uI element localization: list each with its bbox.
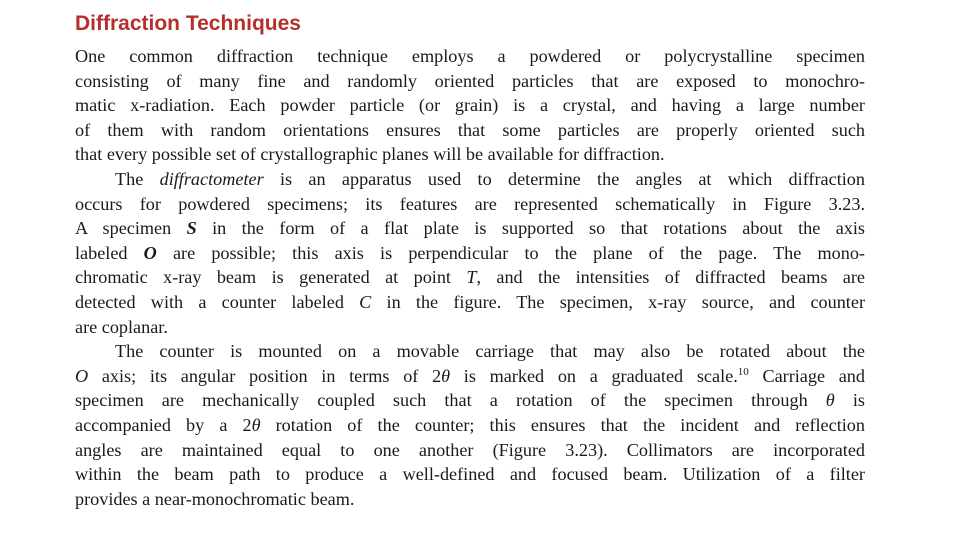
paragraph-1 (75, 44, 865, 167)
text-line (75, 265, 865, 290)
text-run: accompanied by a 2 (75, 414, 252, 435)
symbol-s: S (186, 218, 197, 239)
paragraph-3 (75, 339, 865, 511)
text-line: occurs for powdered specimens; its features are represented schematically in Figure 3.23. (75, 193, 865, 214)
text-run: A specimen (75, 218, 187, 239)
text-line: angles are maintained equal to one another (Figure 3.23). Collimators are incorporated (75, 439, 865, 460)
text-run: The (115, 168, 160, 189)
footnote-marker: 10 (737, 365, 749, 378)
symbol-o: O (75, 365, 89, 386)
text-run: Carriage and (748, 365, 865, 386)
text-run: axis; its angular position in terms of 2 (88, 365, 442, 386)
text-run: in the figure. The specimen, x-ray source, and counter (371, 291, 865, 312)
text-line: within the beam path to produce a well-defined and focused beam. Utilization of a filter (75, 464, 865, 485)
symbol-theta: θ (825, 390, 835, 411)
text-line: provides a near-monochromatic beam. (75, 488, 355, 509)
text-run: , and the intensities of diffracted beams are (476, 267, 865, 288)
text-run: detected with a counter labeled (75, 291, 360, 312)
text-run: in the form of a flat plate is supported so that rotations about the axis (196, 218, 865, 239)
text-line (75, 290, 865, 315)
text-line: that every possible set of crystallographic planes will be available for diffraction. (75, 144, 665, 165)
text-run: is marked on a graduated scale. (450, 365, 738, 386)
text-run: labeled (75, 242, 144, 263)
text-line (75, 216, 865, 241)
text-run: is an apparatus used to determine the angles at which diffraction (263, 168, 865, 189)
paragraph-2 (75, 167, 865, 339)
text-line: are coplanar. (75, 316, 168, 337)
symbol-theta: θ (251, 414, 261, 435)
text-line (75, 364, 865, 389)
text-run: is (834, 390, 865, 411)
text-line (75, 241, 865, 266)
text-line: One common diffraction technique employs a powdered or polycrystalline specimen (75, 46, 865, 66)
text-line (75, 413, 865, 438)
symbol-theta: θ (441, 365, 451, 386)
text-run: chromatic x-ray beam is generated at point (75, 267, 467, 288)
text-line (75, 167, 865, 192)
text-line: The counter is mounted on a movable carriage that may also be rotated about the (115, 341, 865, 362)
text-line: consisting of many fine and randomly oriented particles that are exposed to monochro- (75, 70, 865, 91)
symbol-o: O (143, 242, 157, 263)
symbol-c: C (359, 291, 372, 312)
symbol-t: T (466, 267, 477, 288)
text-line (75, 388, 865, 413)
text-run: specimen are mechanically coupled such that a rotation of the specimen through (75, 390, 826, 411)
section-heading: Diffraction Techniques (75, 12, 301, 35)
text-line: matic x-radiation. Each powder particle (or grain) is a crystal, and having a large number (75, 95, 865, 116)
text-run: are possible; this axis is perpendicular to the plane of the page. The mono- (156, 242, 865, 263)
emphasized-term: diffractometer (159, 168, 264, 189)
body-text (75, 44, 865, 511)
text-line: of them with random orientations ensures that some particles are properly oriented such (75, 119, 865, 140)
text-run: rotation of the counter; this ensures that the incident and reflection (260, 414, 865, 435)
